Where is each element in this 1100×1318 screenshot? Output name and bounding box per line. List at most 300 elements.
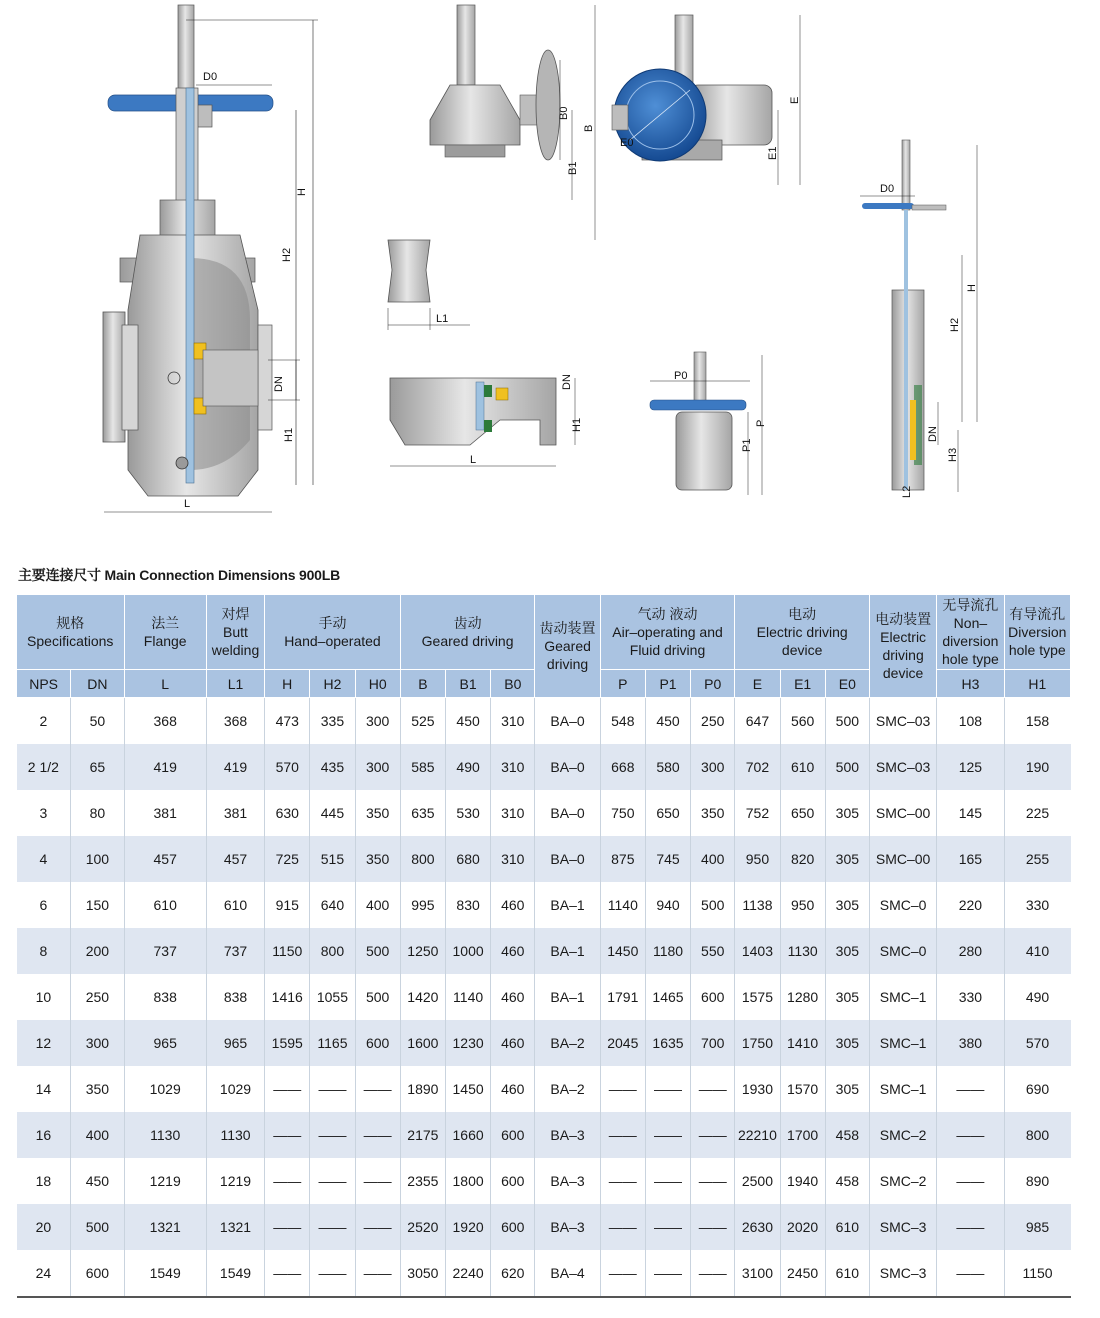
table-cell: 310	[491, 744, 535, 790]
label-e0: E0	[620, 137, 634, 149]
table-cell: 1465	[645, 974, 690, 1020]
head-electric-device: 电动装置 Electric driving device	[869, 595, 936, 698]
table-cell: 350	[71, 1066, 124, 1112]
table-cell: ——	[937, 1158, 1004, 1204]
table-cell: ——	[937, 1112, 1004, 1158]
table-cell: 250	[71, 974, 124, 1020]
table-cell: ——	[691, 1066, 735, 1112]
table-cell: 1219	[124, 1158, 206, 1204]
table-cell: 548	[600, 698, 645, 745]
head-butt-welding: 对焊 Butt welding	[206, 595, 264, 670]
table-cell: 300	[71, 1020, 124, 1066]
table-cell: 1800	[445, 1158, 490, 1204]
table-cell: 500	[71, 1204, 124, 1250]
label-l-section: L	[470, 454, 477, 466]
table-cell: BA–0	[535, 698, 600, 745]
table-cell: BA–1	[535, 928, 600, 974]
table-cell: 1416	[265, 974, 310, 1020]
table-cell: 255	[1004, 836, 1070, 882]
table-cell: 305	[825, 836, 869, 882]
label-p1: P1	[741, 438, 753, 452]
table-cell: 6	[17, 882, 71, 928]
table-cell: BA–2	[535, 1020, 600, 1066]
table-cell: 3050	[400, 1250, 445, 1297]
table-row	[17, 1204, 1071, 1250]
table-cell: 473	[265, 698, 310, 745]
table-cell: 350	[355, 836, 400, 882]
table-cell: 1600	[400, 1020, 445, 1066]
table-cell: 610	[825, 1204, 869, 1250]
table-cell: 620	[491, 1250, 535, 1297]
table-row	[17, 698, 1071, 745]
table-cell: 2630	[735, 1204, 780, 1250]
table-row	[17, 1066, 1071, 1112]
table-cell: 1180	[645, 928, 690, 974]
table-cell: 1450	[445, 1066, 490, 1112]
table-cell: 305	[825, 790, 869, 836]
table-cell: 400	[355, 882, 400, 928]
table-cell: 585	[400, 744, 445, 790]
table-cell: 965	[206, 1020, 264, 1066]
table-cell: 4	[17, 836, 71, 882]
table-cell: 2045	[600, 1020, 645, 1066]
table-cell: 500	[691, 882, 735, 928]
col-e1: E1	[780, 670, 825, 698]
table-cell: 490	[445, 744, 490, 790]
table-cell: 875	[600, 836, 645, 882]
table-cell: 1635	[645, 1020, 690, 1066]
table-cell: SMC–1	[869, 1066, 936, 1112]
table-cell: 305	[825, 928, 869, 974]
table-row	[17, 1020, 1071, 1066]
table-cell: 650	[645, 790, 690, 836]
table-cell: 1700	[780, 1112, 825, 1158]
table-cell: 725	[265, 836, 310, 882]
table-cell: 400	[71, 1112, 124, 1158]
col-e: E	[735, 670, 780, 698]
table-cell: 915	[265, 882, 310, 928]
table-cell: ——	[691, 1250, 735, 1297]
table-cell: 1000	[445, 928, 490, 974]
table-cell: ——	[265, 1204, 310, 1250]
table-cell: 380	[937, 1020, 1004, 1066]
table-cell: 940	[645, 882, 690, 928]
table-cell: ——	[937, 1250, 1004, 1297]
table-cell: 752	[735, 790, 780, 836]
label-h2-side: H2	[949, 317, 961, 332]
table-cell: BA–0	[535, 836, 600, 882]
table-cell: SMC–1	[869, 974, 936, 1020]
table-cell: 22210	[735, 1112, 780, 1158]
table-row	[17, 882, 1071, 928]
table-cell: 515	[310, 836, 355, 882]
table-cell: 310	[491, 836, 535, 882]
table-row	[17, 836, 1071, 882]
table-cell: 330	[937, 974, 1004, 1020]
table-cell: 600	[491, 1158, 535, 1204]
label-d0: D0	[203, 71, 218, 83]
table-row	[17, 1158, 1071, 1204]
table-cell: 985	[1004, 1204, 1070, 1250]
table-cell: 460	[491, 1020, 535, 1066]
table-cell: 1410	[780, 1020, 825, 1066]
table-cell: BA–2	[535, 1066, 600, 1112]
table-cell: 310	[491, 790, 535, 836]
table-cell: 550	[691, 928, 735, 974]
table-cell: 1280	[780, 974, 825, 1020]
table-cell: BA–1	[535, 882, 600, 928]
table-cell: 647	[735, 698, 780, 745]
table-cell: 570	[1004, 1020, 1070, 1066]
table-cell: 190	[1004, 744, 1070, 790]
label-h1: H1	[283, 427, 295, 442]
table-cell: 530	[445, 790, 490, 836]
table-cell: ——	[310, 1204, 355, 1250]
table-cell: BA–1	[535, 974, 600, 1020]
table-cell: 570	[265, 744, 310, 790]
table-cell: 457	[206, 836, 264, 882]
table-cell: 16	[17, 1112, 71, 1158]
head-specifications: 规格 Specifications	[17, 595, 125, 670]
table-cell: 80	[71, 790, 124, 836]
table-cell: 500	[825, 744, 869, 790]
table-cell: 2520	[400, 1204, 445, 1250]
table-cell: 3	[17, 790, 71, 836]
table-cell: 635	[400, 790, 445, 836]
table-cell: 419	[206, 744, 264, 790]
table-cell: 419	[124, 744, 206, 790]
table-cell: 1219	[206, 1158, 264, 1204]
valve-drawings	[0, 0, 1100, 550]
table-cell: 1549	[206, 1250, 264, 1297]
table-cell: 381	[124, 790, 206, 836]
table-cell: 965	[124, 1020, 206, 1066]
table-cell: 368	[206, 698, 264, 745]
table-cell: 1029	[206, 1066, 264, 1112]
table-cell: 2020	[780, 1204, 825, 1250]
table-cell: 2355	[400, 1158, 445, 1204]
table-cell: 640	[310, 882, 355, 928]
table-cell: 145	[937, 790, 1004, 836]
table-cell: 1130	[780, 928, 825, 974]
table-cell: 450	[645, 698, 690, 745]
table-cell: 410	[1004, 928, 1070, 974]
table-cell: 460	[491, 974, 535, 1020]
table-cell: ——	[265, 1066, 310, 1112]
table-cell: 680	[445, 836, 490, 882]
table-cell: 2175	[400, 1112, 445, 1158]
table-cell: 1549	[124, 1250, 206, 1297]
table-cell: 830	[445, 882, 490, 928]
label-h3-side: H3	[947, 447, 959, 462]
table-cell: 2450	[780, 1250, 825, 1297]
table-cell: ——	[355, 1066, 400, 1112]
table-cell: 1575	[735, 974, 780, 1020]
table-cell: 300	[355, 698, 400, 745]
table-cell: ——	[645, 1158, 690, 1204]
section-title: 主要连接尺寸 Main Connection Dimensions 900LB	[18, 567, 341, 583]
table-cell: 330	[1004, 882, 1070, 928]
table-cell: 1403	[735, 928, 780, 974]
table-cell: SMC–3	[869, 1204, 936, 1250]
table-cell: ——	[645, 1204, 690, 1250]
col-l1: L1	[206, 670, 264, 698]
table-cell: 305	[825, 1066, 869, 1112]
table-cell: 20	[17, 1204, 71, 1250]
table-cell: ——	[645, 1066, 690, 1112]
table-cell: 500	[825, 698, 869, 745]
table-cell: 500	[355, 928, 400, 974]
table-cell: 1230	[445, 1020, 490, 1066]
valve-body-section-drawing	[390, 374, 583, 466]
table-cell: ——	[310, 1250, 355, 1297]
table-cell: 690	[1004, 1066, 1070, 1112]
table-cell: 800	[310, 928, 355, 974]
table-cell: 745	[645, 836, 690, 882]
table-cell: 1890	[400, 1066, 445, 1112]
butt-welding-end-drawing	[388, 240, 470, 330]
table-cell: ——	[310, 1112, 355, 1158]
head-non-diversion: 无导流孔 Non–diversion hole type	[937, 595, 1004, 670]
table-cell: 610	[206, 882, 264, 928]
label-e1: E1	[767, 146, 779, 160]
table-cell: 457	[124, 836, 206, 882]
dimensions-table	[16, 594, 1071, 1298]
table-cell: ——	[600, 1112, 645, 1158]
table-cell: 8	[17, 928, 71, 974]
table-cell: 600	[491, 1112, 535, 1158]
table-cell: 650	[780, 790, 825, 836]
table-cell: 1660	[445, 1112, 490, 1158]
table-cell: 300	[691, 744, 735, 790]
table-cell: ——	[600, 1158, 645, 1204]
label-b1: B1	[567, 161, 579, 175]
table-cell: 450	[445, 698, 490, 745]
col-h3: H3	[937, 670, 1004, 698]
col-p0: P0	[691, 670, 735, 698]
table-cell: 1321	[206, 1204, 264, 1250]
table-cell: ——	[310, 1066, 355, 1112]
table-cell: 350	[691, 790, 735, 836]
table-cell: SMC–0	[869, 928, 936, 974]
label-l2-side: L2	[901, 485, 913, 498]
table-cell: 995	[400, 882, 445, 928]
table-cell: ——	[645, 1250, 690, 1297]
table-cell: BA–0	[535, 790, 600, 836]
table-cell: ——	[600, 1204, 645, 1250]
pneumatic-actuator-drawing	[650, 352, 767, 495]
table-cell: SMC–2	[869, 1158, 936, 1204]
head-hand-operated: 手动 Hand–operated	[265, 595, 401, 670]
table-cell: 368	[124, 698, 206, 745]
table-cell: 250	[691, 698, 735, 745]
table-cell: 445	[310, 790, 355, 836]
table-cell: 950	[780, 882, 825, 928]
table-cell: BA–0	[535, 744, 600, 790]
col-h0: H0	[355, 670, 400, 698]
table-cell: 12	[17, 1020, 71, 1066]
table-cell: ——	[645, 1112, 690, 1158]
col-p1: P1	[645, 670, 690, 698]
col-l: L	[124, 670, 206, 698]
table-cell: 1450	[600, 928, 645, 974]
table-cell: ——	[355, 1204, 400, 1250]
table-cell: 610	[780, 744, 825, 790]
table-row	[17, 928, 1071, 974]
head-air-fluid: 气动 液动 Air–operating and Fluid driving	[600, 595, 735, 670]
label-e: E	[789, 96, 801, 104]
table-cell: 400	[691, 836, 735, 882]
table-cell: 1940	[780, 1158, 825, 1204]
table-cell: 1570	[780, 1066, 825, 1112]
col-b: B	[400, 670, 445, 698]
table-cell: 1140	[445, 974, 490, 1020]
table-cell: 460	[491, 928, 535, 974]
table-cell: 610	[825, 1250, 869, 1297]
table-cell: ——	[600, 1250, 645, 1297]
table-cell: 3100	[735, 1250, 780, 1297]
col-e0: E0	[825, 670, 869, 698]
table-cell: 1930	[735, 1066, 780, 1112]
table-cell: 1321	[124, 1204, 206, 1250]
table-cell: SMC–03	[869, 698, 936, 745]
table-cell: 1165	[310, 1020, 355, 1066]
table-cell: 700	[691, 1020, 735, 1066]
table-cell: 490	[1004, 974, 1070, 1020]
table-cell: 460	[491, 882, 535, 928]
head-electric: 电动 Electric driving device	[735, 595, 870, 670]
table-cell: 2500	[735, 1158, 780, 1204]
col-h2: H2	[310, 670, 355, 698]
table-cell: 630	[265, 790, 310, 836]
table-cell: BA–3	[535, 1112, 600, 1158]
label-l: L	[184, 498, 191, 510]
table-cell: 50	[71, 698, 124, 745]
label-b: B	[583, 124, 595, 132]
table-cell: 1750	[735, 1020, 780, 1066]
head-diversion: 有导流孔 Diversion hole type	[1004, 595, 1070, 670]
table-cell: 1029	[124, 1066, 206, 1112]
table-cell: 1595	[265, 1020, 310, 1066]
table-cell: 65	[71, 744, 124, 790]
table-cell: 460	[491, 1066, 535, 1112]
label-h2: H2	[281, 247, 293, 262]
table-cell: ——	[937, 1066, 1004, 1112]
table-cell: 200	[71, 928, 124, 974]
table-cell: 580	[645, 744, 690, 790]
table-cell: 450	[71, 1158, 124, 1204]
table-cell: 1138	[735, 882, 780, 928]
table-cell: 125	[937, 744, 1004, 790]
table-cell: 525	[400, 698, 445, 745]
table-row	[17, 744, 1071, 790]
head-flange: 法兰 Flange	[124, 595, 206, 670]
table-cell: SMC–1	[869, 1020, 936, 1066]
table-cell: 18	[17, 1158, 71, 1204]
table-cell: 750	[600, 790, 645, 836]
table-cell: 1130	[124, 1112, 206, 1158]
table-cell: 158	[1004, 698, 1070, 745]
table-cell: ——	[265, 1158, 310, 1204]
col-p: P	[600, 670, 645, 698]
table-cell: 14	[17, 1066, 71, 1112]
table-cell: ——	[691, 1158, 735, 1204]
table-cell: ——	[355, 1250, 400, 1297]
electric-actuator-drawing	[612, 15, 801, 185]
table-cell: 305	[825, 1020, 869, 1066]
head-geared-driving: 齿动 Geared driving	[400, 595, 535, 670]
table-cell: 890	[1004, 1158, 1070, 1204]
table-cell: ——	[355, 1158, 400, 1204]
table-cell: 950	[735, 836, 780, 882]
table-cell: 220	[937, 882, 1004, 928]
table-cell: SMC–0	[869, 882, 936, 928]
table-row	[17, 1250, 1071, 1297]
label-h: H	[296, 188, 308, 196]
table-cell: 560	[780, 698, 825, 745]
label-dn-side: DN	[927, 426, 939, 442]
table-cell: 225	[1004, 790, 1070, 836]
col-dn: DN	[71, 670, 124, 698]
table-cell: 600	[491, 1204, 535, 1250]
diversion-hole-valve-drawing	[860, 140, 978, 498]
table-cell: 280	[937, 928, 1004, 974]
table-cell: 100	[71, 836, 124, 882]
table-cell: 800	[400, 836, 445, 882]
table-body	[17, 698, 1071, 1298]
table-cell: 335	[310, 698, 355, 745]
table-cell: 838	[206, 974, 264, 1020]
table-row	[17, 790, 1071, 836]
table-cell: ——	[265, 1250, 310, 1297]
table-cell: 600	[691, 974, 735, 1020]
table-cell: 1420	[400, 974, 445, 1020]
table-cell: 2240	[445, 1250, 490, 1297]
col-b0: B0	[491, 670, 535, 698]
table-cell: 300	[355, 744, 400, 790]
table-cell: 838	[124, 974, 206, 1020]
table-cell: 305	[825, 882, 869, 928]
table-cell: 600	[71, 1250, 124, 1297]
table-cell: 165	[937, 836, 1004, 882]
table-cell: 108	[937, 698, 1004, 745]
table-cell: 1130	[206, 1112, 264, 1158]
table-cell: 458	[825, 1158, 869, 1204]
table-cell: 458	[825, 1112, 869, 1158]
geared-driving-drawing	[430, 5, 595, 240]
table-cell: 1791	[600, 974, 645, 1020]
label-p: P	[755, 419, 767, 427]
table-cell: SMC–03	[869, 744, 936, 790]
table-cell: 350	[355, 790, 400, 836]
table-cell: SMC–00	[869, 790, 936, 836]
col-h1: H1	[1004, 670, 1070, 698]
table-cell: 2 1/2	[17, 744, 71, 790]
table-cell: ——	[937, 1204, 1004, 1250]
label-d0-side: D0	[880, 183, 895, 195]
table-cell: BA–4	[535, 1250, 600, 1297]
label-p0: P0	[674, 370, 688, 382]
table-cell: 1150	[1004, 1250, 1070, 1297]
table-cell: ——	[600, 1066, 645, 1112]
table-cell: 610	[124, 882, 206, 928]
table-cell: 600	[355, 1020, 400, 1066]
table-cell: SMC–00	[869, 836, 936, 882]
table-row	[17, 974, 1071, 1020]
table-cell: 668	[600, 744, 645, 790]
table-cell: 737	[206, 928, 264, 974]
table-cell: 310	[491, 698, 535, 745]
